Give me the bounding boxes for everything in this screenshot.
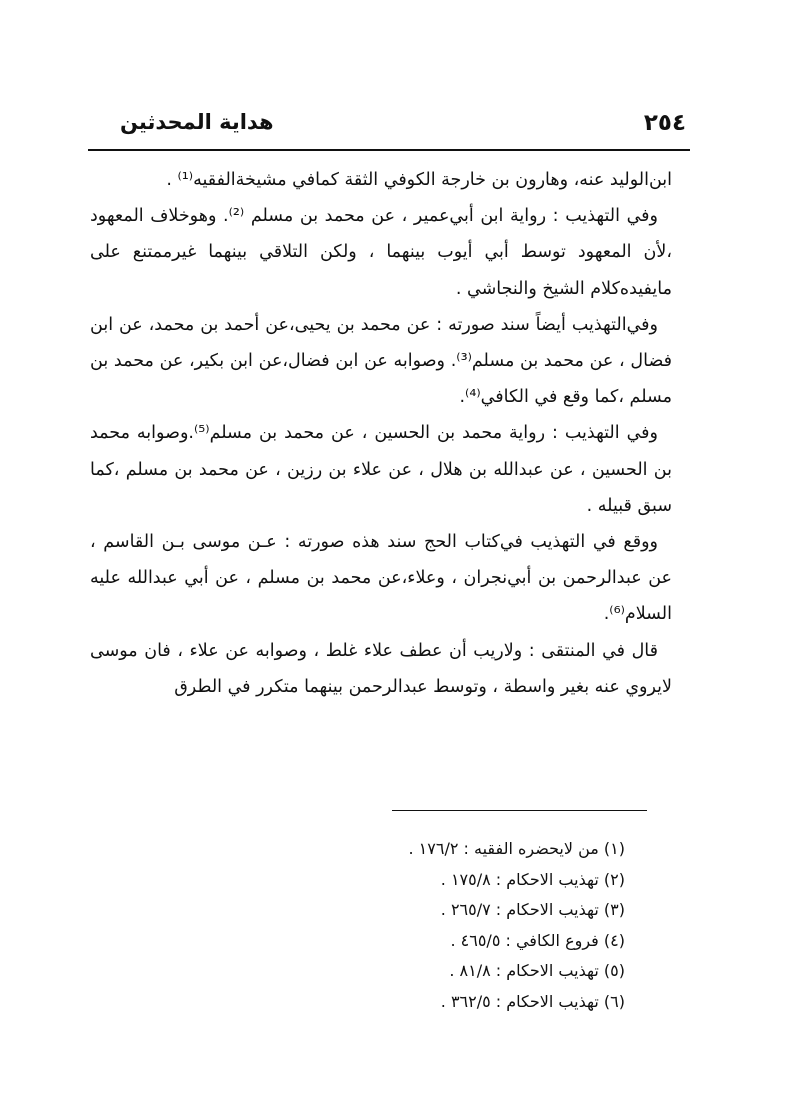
footnote-3: (٣) تهذيب الاحكام : ٢٦٥/٧ . — [440, 900, 625, 919]
header-rule — [88, 149, 690, 151]
page-header — [88, 102, 690, 146]
footnote-5: (٥) تهذيب الاحكام : ٨١/٨ . — [449, 961, 625, 980]
footnote-2: (٢) تهذيب الاحكام : ١٧٥/٨ . — [440, 869, 625, 889]
paragraph-2: وفي التهذيب : رواية ابن أبي‌عمير ، عن محمد بن مسلم ⁽²⁾. وهوخلاف المعهود ،لأن المعهود توسط أبي أيوب بينهما ، ولكن التلاقي بينهما غيرممتنع على مايفيده‌كلام الشيخ والنجاشي . — [90, 206, 672, 299]
footnote-1: (١) من لايحضره الفقيه : ١٧٦/٢ . — [408, 839, 625, 858]
footnote-separator — [392, 810, 647, 811]
footnote-6: (٦) تهذيب الاحكام : ٣٦٢/٥ . — [440, 991, 625, 1011]
paragraph-4: وفي التهذيب : رواية محمد بن الحسين ، عن محمد بن مسلم⁽⁵⁾.وصوابه محمد بن الحسين ، عن عبدالله بن هلال ، عن علاء بن رزين ، عن محمد بن مسلم ،كما سبق قبيله . — [90, 423, 672, 516]
paragraph-1: ابن‌الوليد عنه، وهارون بن خارجة الكوفي الثقة كمافي مشيخةالفقيه⁽¹⁾ . — [166, 170, 672, 190]
footnotes — [325, 834, 625, 1017]
paragraph-6: قال في المنتقى : ولاريب أن عطف علاء غلط ، وصوابه عن علاء ، فان موسى لايروي عنه بغير واسطة ، وتوسط عبدالرحمن بينهما متكرر في الطرق — [90, 640, 672, 697]
paragraph-5: ووقع في التهذيب في‌كتاب الحج سند هذه صورته : عـن موسى بـن القاسم ، عن عبدالرحمن بن أبي‌نجران ، وعلاء،عن محمد بن مسلم ، عن أبي عبدالله عليه السلام⁽⁶⁾. — [90, 532, 672, 625]
footnote-4: (٤) فروع الكافي : ٤٦٥/٥ . — [450, 930, 625, 950]
paragraph-3: وفي‌التهذيب أيضاً سند صورته : عن محمد بن يحيى،عن أحمد بن محمد، عن ابن فضال ، عن محمد بن مسلم⁽³⁾. وصوابه عن ابن فضال،عن ابن بكير، عن محمد بن مسلم ،كما وقع في الكافي⁽⁴⁾. — [90, 314, 672, 408]
running-title: هداية المحدثين — [120, 110, 274, 134]
page-number: ٢٥٤ — [643, 110, 686, 136]
body-text — [90, 162, 672, 705]
